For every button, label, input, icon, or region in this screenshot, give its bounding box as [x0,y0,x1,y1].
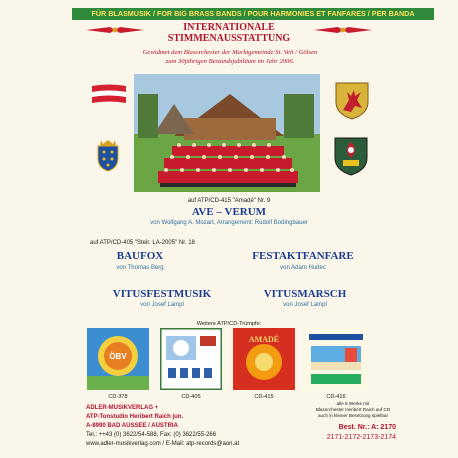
band-group-photo [134,74,320,192]
cd-cover-416 [305,328,367,390]
cd-cover-378 [87,328,149,390]
piece-title-3: VITUSFESTMUSIK [112,288,212,300]
band-emblem-icon [333,136,369,176]
piece-composer-3: von Josef Lampl [140,302,184,308]
piece-title-1: BAUFOX [116,250,164,262]
publisher-line-1: ADLER-MUSIKVERLAG + [86,405,159,411]
order-number: Best. Nr.: A: 2170 [338,424,396,431]
dedication-line-1: Gewidmet dem Blasorchester der Marktgemeinde St. Veit / Gölsen [142,49,318,56]
featured-title: AVE – VERUM [191,206,267,218]
publisher-line-3: A-8990 BAD AUSSEE / AUSTRIA [86,423,178,429]
publisher-line-4: Tel.: ++43 (0) 3622/54-588, Fax: (0) 3622/55-266 [86,432,217,438]
publisher-line-2: ATP-Tonstudio Heribert Raich jun. [86,414,184,420]
cd-label-405: CD-405 [181,394,201,400]
featured-composer: von Wolfgang A. Mozart, Arrangement: Rudolf Bodingbauer [150,220,308,226]
cd-cover-415 [233,328,295,390]
dedication [110,48,350,66]
piece-title-4: VITUSMARSCH [263,288,347,300]
order-numbers-list: 2171-2172-2173-2174 [326,434,396,441]
lower-austria-coat-of-arms-icon [95,138,121,172]
cd-art-378: ÖBV [109,352,127,361]
cd-label-378: CD-378 [108,394,128,400]
piece-composer-4: von Josef Lampl [283,302,327,308]
note-line-3: auch in kleiner Besetzung spielbar [318,413,388,418]
more-cds-heading: Weitere ATP/CD-Trümpfe: [196,321,262,327]
cd-label-415: CD-415 [254,394,274,400]
header-band: FÜR BLASMUSIK / FOR BIG BRASS BANDS / POUR HARMONIES ET FANFARES / PER BANDA [72,8,434,20]
stag-coat-of-arms-icon [335,82,369,120]
piece-composer-2: von Adam Hudec [280,265,326,271]
cd-cover-405 [160,328,222,390]
piece-title-2: FESTAKTFANFARE [252,250,354,262]
note-line-2: Blasorchester Heribert Raich auf CD [315,407,391,412]
featured-cd-line: auf ATP/CD-415 "Amadé" Nr. 9 [187,198,271,204]
cd-art-415: AMADÉ [248,335,280,344]
austrian-flag-icon [92,84,126,104]
cd405-line: auf ATP/CD-405 "Steir. LA-2005" Nr. 18 [90,240,195,246]
title-line-1: INTERNATIONALE [183,22,275,33]
cd-label-416: CD-416 [326,394,346,400]
publisher-line-5: www.adler-musikverlag.com / E-Mail: atp-records@aon.at [86,441,240,447]
piece-composer-1: von Thomas Berg [116,265,164,271]
note-line-1: alle 5 Werke mit [336,401,370,406]
dedication-line-2: zum 30jährigen Bestandsjubiläum im Jahr 2006. [165,58,295,65]
title-line-2: STIMMENAUSSTATTUNG [167,33,291,44]
